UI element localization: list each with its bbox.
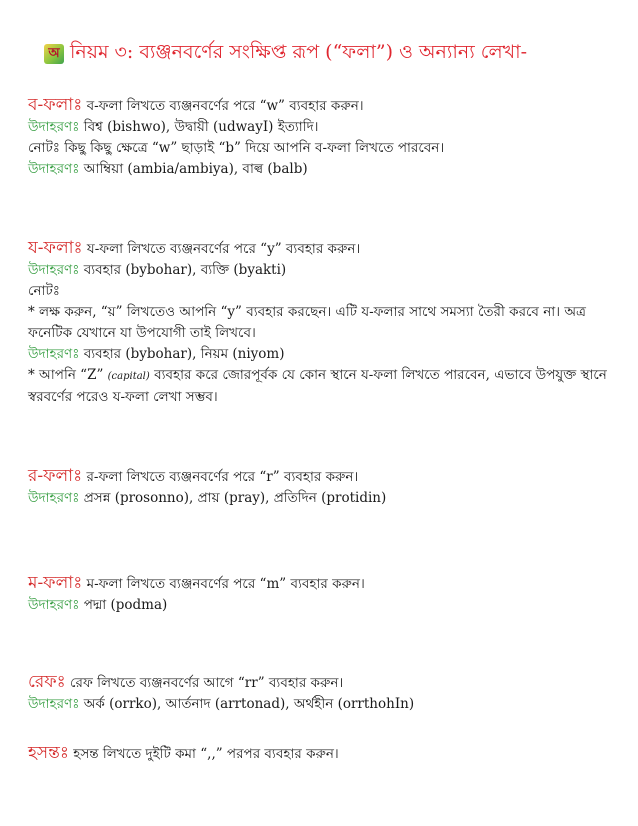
rule-line: [28, 573, 618, 595]
bengali-letter-icon: অ: [44, 44, 64, 64]
example-text: প্রসন্ন (prosonno), প্রায় (pray), প্রতিদিন (protidin): [83, 490, 387, 506]
example-text: বিশ্ব (bishwo), উদ্বায়ী (udwayI) ইত্যাদি।: [83, 119, 319, 135]
section-bo-fola: [28, 95, 618, 180]
example-line: [28, 260, 618, 281]
section-heading: য-ফলাঃ: [28, 238, 83, 258]
rule-line: [28, 672, 618, 694]
example-line: [28, 694, 618, 715]
example-text: অর্ক (orrko), আর্তনাদ (arrtonad), অর্থহীন (orrthohIn): [83, 696, 415, 712]
note-text-part: * আপনি “Z”: [28, 367, 108, 383]
example-text: ব্যবহার (bybohar), ব্যক্তি (byakti): [83, 262, 287, 278]
rule-text: ব-ফলা লিখতে ব্যঞ্জনবর্ণের পরে “w” ব্যবহার করুন।: [86, 98, 364, 114]
page-title: [44, 38, 527, 70]
example-label: উদাহরণঃ: [28, 346, 80, 362]
example-text: পদ্মা (podma): [83, 597, 168, 613]
example-label: উদাহরণঃ: [28, 262, 80, 278]
rule-text: হসন্ত লিখতে দুইটি কমা “,,” পরপর ব্যবহার করুন।: [73, 746, 339, 762]
note-line: নোটঃ কিছু কিছু ক্ষেত্রে “w” ছাড়াই “b” দিয়ে আপনি ব-ফলা লিখতে পারবেন।: [28, 140, 445, 156]
note-text-part: ব্যবহার করে জোরপূর্বক যে কোন স্থানে য-ফলা লিখতে পারবেন, এভাবে উপযুক্ত স্থানে স্বরবর্ণের পরেও য-ফলা লেখা সম্ভব।: [28, 367, 607, 405]
note-text: [28, 365, 618, 408]
example-label: উদাহরণঃ: [28, 597, 80, 613]
section-jo-fola: [28, 238, 618, 408]
section-heading: হসন্তঃ: [28, 743, 69, 763]
section-ro-fola: [28, 466, 618, 509]
example-line: [28, 117, 618, 138]
section-heading: ম-ফলাঃ: [28, 573, 83, 593]
section-heading: র-ফলাঃ: [28, 466, 83, 486]
section-ref: [28, 672, 618, 715]
example-label: উদাহরণঃ: [28, 490, 80, 506]
rule-text: ম-ফলা লিখতে ব্যঞ্জনবর্ণের পরে “m” ব্যবহার করুন।: [86, 576, 365, 592]
example-line: [28, 595, 618, 616]
title-text: নিয়ম ৩: ব্যঞ্জনবর্ণের সংক্ষিপ্ত রূপ (“ফলা”) ও অন্যান্য লেখা-: [70, 41, 528, 63]
example-label: উদাহরণঃ: [28, 696, 80, 712]
example-line: [28, 488, 618, 509]
example-label: উদাহরণঃ: [28, 161, 80, 177]
rule-text: রেফ লিখতে ব্যঞ্জনবর্ণের আগে “rr” ব্যবহার করুন।: [70, 675, 344, 691]
capital-hint: (capital): [107, 371, 150, 382]
example-line: [28, 159, 618, 180]
rule-line: [28, 466, 618, 488]
rule-text: য-ফলা লিখতে ব্যঞ্জনবর্ণের পরে “y” ব্যবহার করুন।: [86, 241, 361, 257]
section-heading: ব-ফলাঃ: [28, 95, 83, 115]
rule-line: [28, 743, 618, 765]
note-text: * লক্ষ করুন, “য়” লিখতেও আপনি “y” ব্যবহার করছেন। এটি য-ফলার সাথে সমস্যা তৈরী করবে না। অত্র ফনেটিক যেখানে যা উপযোগী তাই লিখবে।: [28, 304, 586, 341]
example-text: ব্যবহার (bybohar), নিয়ম (niyom): [83, 346, 285, 362]
rule-line: [28, 238, 618, 260]
section-hosonto: [28, 743, 618, 765]
example-label: উদাহরণঃ: [28, 119, 80, 135]
section-mo-fola: [28, 573, 618, 616]
example-text: আম্বিয়া (ambia/ambiya), বাল্ব (balb): [83, 161, 308, 177]
section-heading: রেফঃ: [28, 672, 66, 692]
note-label: নোটঃ: [28, 283, 61, 299]
example-line: [28, 344, 618, 365]
rule-text: র-ফলা লিখতে ব্যঞ্জনবর্ণের পরে “r” ব্যবহার করুন।: [86, 469, 359, 485]
rule-line: [28, 95, 618, 117]
